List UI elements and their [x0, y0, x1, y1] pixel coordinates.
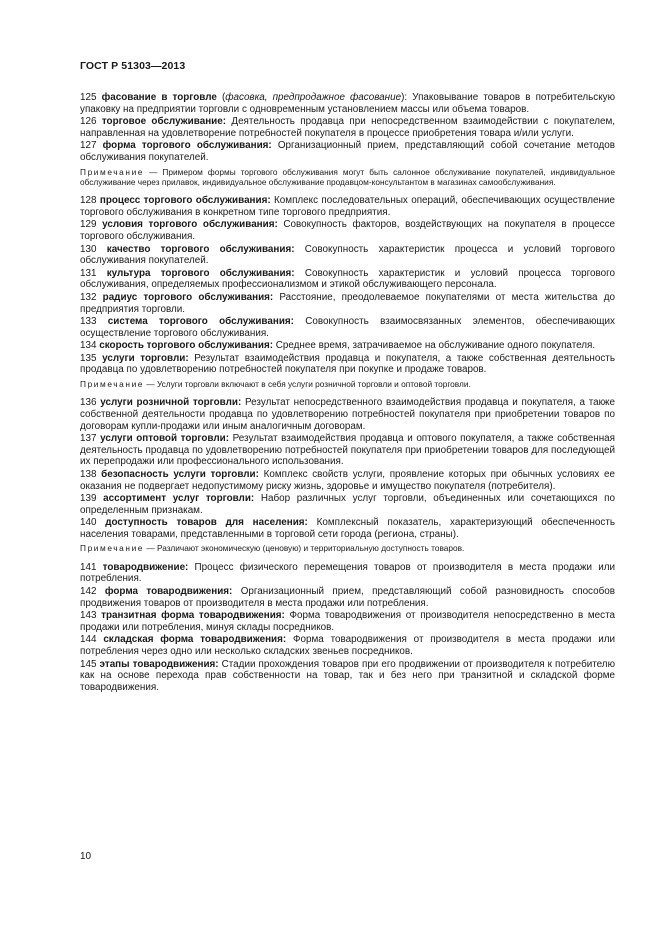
page-number: 10 — [80, 851, 92, 862]
term-name: форма торгового обслуживания: — [102, 140, 272, 152]
term-number: 132 — [80, 291, 97, 303]
note-label: Примечание — [80, 379, 145, 390]
term-definition: Комплекс свойств услуги, проявление которых при обычных условиях ее оказания не подвергает недопустимому риску жизнь, здоровье и имущество покупателя (потребителя). — [80, 468, 615, 492]
term-number: 130 — [80, 243, 97, 255]
term-entry — [80, 397, 615, 432]
term-number: 126 — [80, 116, 97, 128]
term-name: система торгового обслуживания: — [107, 316, 294, 328]
term-number: 125 — [80, 92, 97, 103]
term-definition: Форма товародвижения от производителя в места продажи или потребления через одно или несколько складских звеньев посредников. — [80, 634, 615, 657]
term-definition: Комплекс последовательных операций, обеспечивающих осуществление торгового обслуживания в конкретном типе торгового предприятия. — [80, 195, 616, 218]
term-entry — [80, 292, 615, 315]
note-label: Примечание — [80, 543, 145, 554]
term-definition: Упаковывание товаров в потребительскую упаковку на предприятии торговли с одновременным установлением массы или объема товаров. — [80, 92, 615, 115]
term-entry — [80, 116, 615, 139]
term-entry — [80, 340, 615, 352]
term-name: складская форма товародвижения: — [103, 634, 287, 646]
term-entry — [80, 140, 615, 163]
term-definition: Организационный прием, представляющий собой разновидность способов продвижения товаров от производителя в места продажи или потребления. — [80, 585, 615, 609]
term-definition: Результат непосредственного взаимодействия продавца и покупателя, а также собственной деятельности продавца по удовлетворению потребностей покупателя при приобретении товаров по договорам купли-продажи или иным аналогичным договорам. — [80, 397, 616, 432]
term-name: ассортимент услуг торговли: — [103, 493, 255, 505]
term-name: условия торгового обслуживания: — [102, 219, 278, 231]
note — [80, 543, 615, 553]
term-number: 143 — [80, 610, 97, 622]
term-name: услуги оптовой торговли: — [100, 433, 230, 445]
term-definition: Результат взаимодействия продавца и оптового покупателя, а также собственная деятельность продавца по удовлетворению потребностей покупателя при приобретении товаров для последующей их перепродажи или профессионального использования. — [80, 433, 615, 468]
term-number: 138 — [80, 468, 97, 480]
term-definition: Расстояние, преодолеваемое покупателями от места жительства до предприятия торговли. — [80, 291, 615, 315]
note — [80, 379, 615, 389]
term-number: 137 — [80, 433, 97, 445]
term-name: услуги розничной торговли: — [100, 397, 242, 409]
term-definition: Организационный прием, представляющий собой сочетание методов обслуживания покупателей. — [80, 140, 616, 163]
term-number: 145 — [80, 658, 97, 670]
term-name: скорость торгового обслуживания: — [99, 340, 273, 352]
note — [80, 167, 615, 188]
term-name: качество торгового обслуживания: — [106, 243, 295, 255]
term-entry — [80, 219, 615, 242]
term-number: 142 — [80, 585, 97, 597]
term-name: доступность товаров для населения: — [105, 517, 308, 529]
term-number: 135 — [80, 352, 97, 364]
note-label: Примечание — [80, 166, 145, 177]
term-entry — [80, 493, 615, 516]
term-synonyms: фасовка, предпродажное фасование — [225, 92, 402, 103]
term-name: радиус торгового обслуживания: — [102, 291, 274, 303]
term-name: товародвижение: — [102, 561, 189, 573]
standard-code-header: ГОСТ Р 51303—2013 — [80, 60, 186, 72]
term-number: 136 — [80, 397, 97, 409]
term-number: 127 — [80, 140, 97, 152]
note-text: — Примером формы торгового обслуживания могут быть салонное обслуживание покупателей, индивидуальное обслуживание через прилавок, индивидуальное обслуживание продавцом-консультантом в магазинах самообслуживания. — [80, 166, 615, 187]
term-entry — [80, 659, 615, 694]
term-number: 144 — [80, 634, 97, 646]
term-definition: Среднее время, затрачиваемое на обслуживание одного покупателя. — [275, 340, 596, 352]
term-definition: Совокупность взаимосвязанных элементов, обеспечивающих осуществление торгового обслуживания. — [80, 316, 615, 339]
term-name: процесс торгового обслуживания: — [99, 195, 271, 207]
term-definition: Совокупность характеристик процесса и условий торгового обслуживания покупателей. — [80, 243, 616, 267]
term-entry — [80, 244, 615, 267]
term-entry — [80, 353, 615, 376]
term-entry — [80, 195, 615, 218]
term-number: 133 — [80, 316, 97, 328]
term-definition: Совокупность факторов, воздействующих на покупателя в процессе торгового обслуживания. — [80, 219, 616, 242]
term-definition: Комплексный показатель, характеризующий обеспеченность населения товарами, представленными в торговой сети города (региона, страны). — [80, 517, 615, 540]
term-name: фасование в торговле — [101, 92, 217, 103]
term-definition: Процесс физического перемещения товаров от производителя в места продажи или потребления. — [80, 561, 615, 585]
term-name: транзитная форма товародвижения: — [101, 610, 285, 622]
term-entry: 125 фасование в торговле (фасовка, предпродажное фасование): Упаковывание товаров в потребительскую упаковку на предприятии торговли с одновременным установлением массы или объема товаров. — [80, 92, 615, 115]
term-definition: Совокупность характеристик и условий процесса торгового обслуживания, определяемых профессионализмом и этикой обслуживающего персонала. — [80, 267, 615, 291]
term-number: 139 — [80, 493, 97, 505]
term-entry — [80, 316, 615, 339]
note-text: — Различают экономическую (ценовую) и территориальную доступность товаров. — [146, 543, 465, 554]
term-name: культура торгового обслуживания: — [106, 267, 295, 279]
term-name: услуги торговли: — [102, 352, 189, 364]
term-number: 140 — [80, 517, 97, 529]
term-entry — [80, 517, 615, 540]
term-definition: Набор различных услуг торговли, объединенных или сочетающихся по определенным признакам. — [80, 493, 616, 516]
term-entry — [80, 433, 615, 468]
term-entry — [80, 562, 615, 585]
term-name: форма товародвижения: — [104, 585, 233, 597]
terms-list — [80, 92, 615, 694]
term-definition: Форма товародвижения от производителя непосредственно в места продажи или потребления, минуя склады посредников. — [80, 610, 615, 633]
term-number: 134 — [80, 340, 97, 352]
term-number: 131 — [80, 267, 97, 279]
term-number: 128 — [80, 195, 97, 207]
term-name: этапы товародвижения: — [99, 658, 219, 670]
term-name: безопасность услуги торговли: — [101, 468, 259, 480]
term-definition: Деятельность продавца при непосредственном взаимодействии с покупателем, направленная на удовлетворение потребностей покупателя в процессе приобретения товара и/или услуги. — [80, 116, 616, 139]
term-number: 129 — [80, 219, 97, 231]
term-entry — [80, 469, 615, 492]
term-definition: Результат взаимодействия продавца и покупателя, а также собственная деятельность продавца по удовлетворению потребностей покупателя при покупке и продаже товаров. — [80, 352, 615, 376]
term-entry — [80, 610, 615, 633]
term-definition: Стадии прохождения товаров при его продвижении от производителя к потребителю как на основе перехода прав собственности на товар, так и без него при транзитной и складской форме товародвижения. — [80, 658, 615, 693]
term-entry — [80, 268, 615, 291]
term-number: 141 — [80, 561, 97, 573]
term-name: торговое обслуживание: — [101, 116, 227, 128]
note-text: — Услуги торговли включают в себя услуги розничной торговли и оптовой торговли. — [146, 379, 471, 390]
term-entry — [80, 634, 615, 657]
term-entry — [80, 586, 615, 609]
